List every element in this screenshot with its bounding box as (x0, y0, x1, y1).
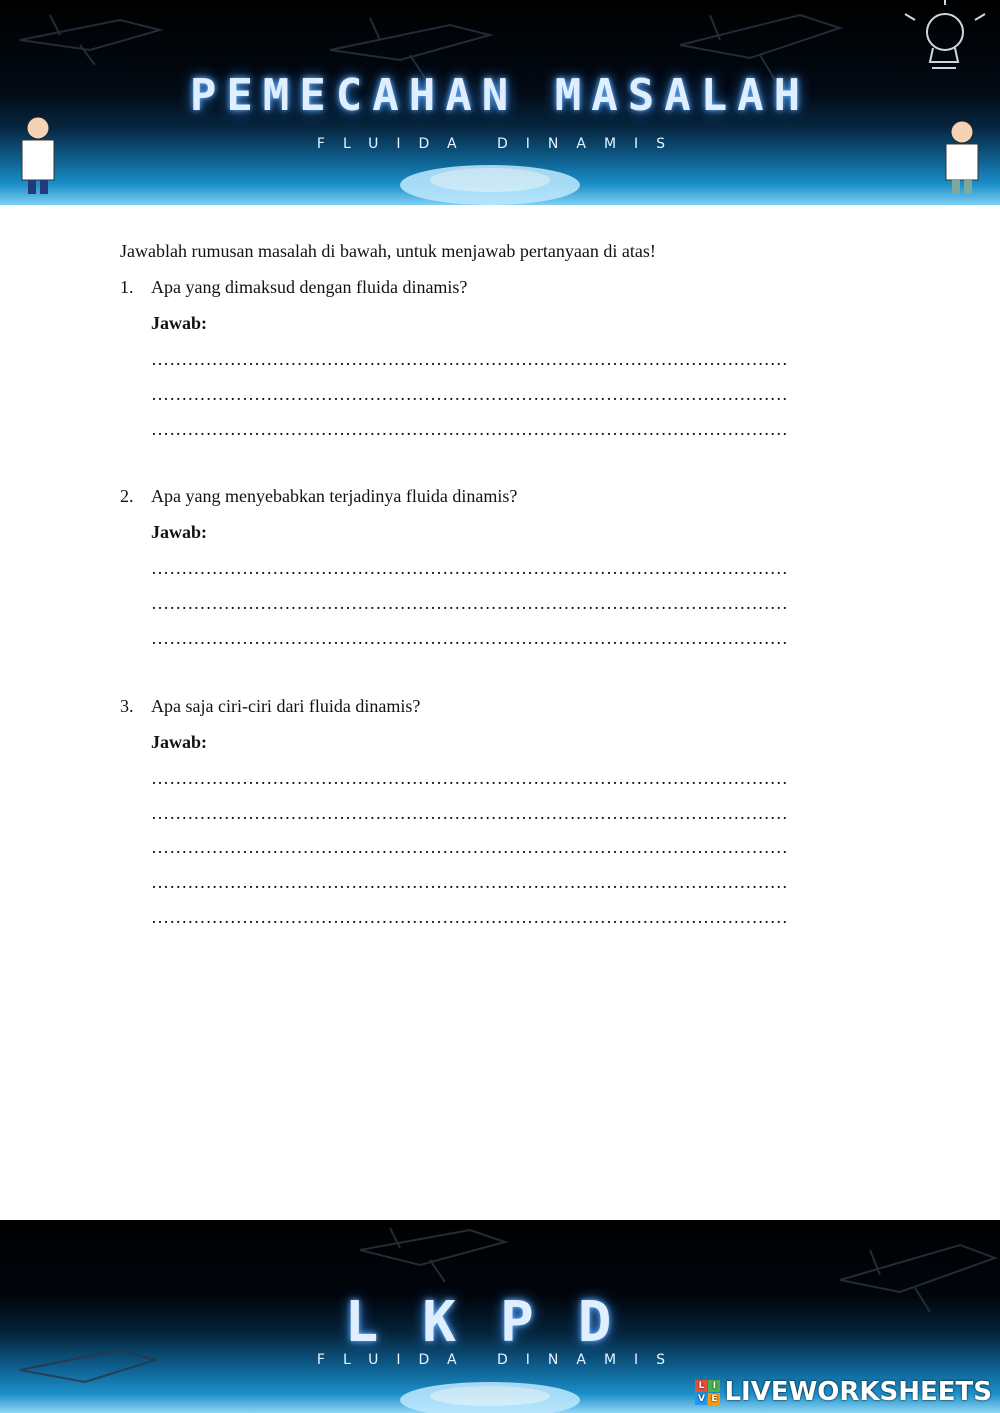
answer-line[interactable]: …………………………………………………………………………………………… (151, 383, 788, 404)
question-3 (120, 693, 880, 939)
liveworksheets-watermark[interactable] (695, 1377, 992, 1407)
liveworksheets-logo-icon: L I V E (695, 1380, 720, 1405)
answer-line[interactable]: …………………………………………………………………………………………… (151, 558, 788, 579)
question-text: Apa yang dimaksud dengan fluida dinamis? (151, 277, 468, 297)
worksheet-content (120, 238, 880, 939)
question-number: 1. (120, 277, 134, 297)
airplane-icon (330, 18, 490, 78)
header-title: PEMECAHAN MASALAH (189, 70, 811, 121)
question-2 (120, 483, 880, 659)
answer-line[interactable]: …………………………………………………………………………………………… (151, 837, 788, 858)
answer-line[interactable]: …………………………………………………………………………………………… (151, 767, 788, 788)
question-list (120, 274, 880, 939)
answer-label: Jawab: (151, 522, 208, 543)
watermark-text: LIVEWORKSHEETS (724, 1377, 992, 1407)
answer-line[interactable]: …………………………………………………………………………………………… (151, 802, 788, 823)
answer-line[interactable]: …………………………………………………………………………………………… (151, 593, 788, 614)
water-splash-icon (400, 165, 580, 205)
question-line (120, 274, 880, 310)
answer-label: Jawab: (151, 313, 208, 333)
instruction-text: Jawablah rumusan masalah di bawah, untuk menjawab pertanyaan di atas! (120, 241, 656, 261)
water-splash-icon (400, 1382, 580, 1413)
question-1 (120, 274, 880, 450)
answer-line[interactable]: …………………………………………………………………………………………… (151, 349, 788, 369)
question-number: 3. (120, 695, 134, 716)
answer-line[interactable]: …………………………………………………………………………………………… (151, 418, 788, 439)
scientist-left-icon (22, 117, 54, 194)
scientist-right-icon (946, 121, 978, 194)
header-banner (0, 0, 1000, 205)
footer-banner (0, 1220, 1000, 1413)
answer-label: Jawab: (151, 731, 208, 752)
question-text: Apa saja ciri-ciri dari fluida dinamis? (151, 695, 421, 716)
answer-line[interactable]: …………………………………………………………………………………………… (151, 872, 788, 893)
question-line (120, 483, 880, 519)
answer-line[interactable]: …………………………………………………………………………………………… (151, 906, 788, 927)
airplane-icon (20, 15, 160, 65)
question-number: 2. (120, 486, 134, 507)
question-text: Apa yang menyebabkan terjadinya fluida dinamis? (151, 486, 518, 507)
question-line (120, 693, 880, 729)
footer-title: LKPD (344, 1290, 656, 1355)
header-subtitle: FLUIDA DINAMIS (316, 136, 684, 152)
answer-line[interactable]: …………………………………………………………………………………………… (151, 627, 788, 648)
lightbulb-icon (905, 0, 985, 68)
footer-subtitle: FLUIDA DINAMIS (316, 1352, 684, 1368)
airplane-icon (360, 1228, 505, 1282)
